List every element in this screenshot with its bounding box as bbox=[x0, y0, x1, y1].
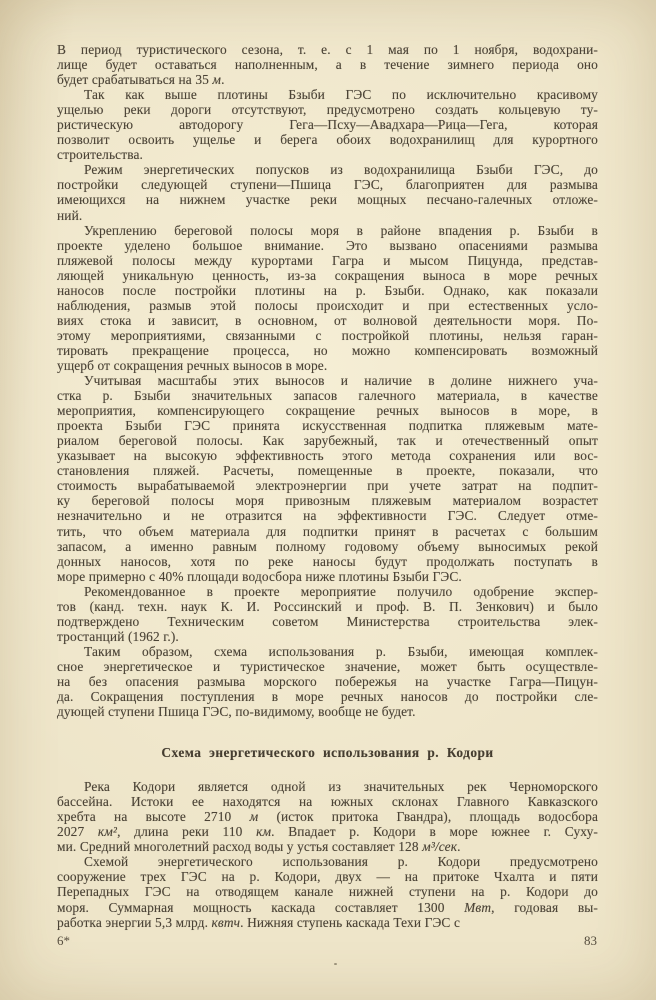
text-line: Так как выше плотины Бзыби ГЭС по исключительно красивому bbox=[84, 87, 598, 103]
text-line: работка энергии 5,3 млрд. квтч. Нижняя ступень каскада Техи ГЭС с bbox=[57, 914, 461, 930]
text-line: тов (канд. техн. наук К. И. Россинский и проф. В. П. Зенкович) и было bbox=[57, 598, 598, 614]
paper-speck bbox=[334, 963, 337, 965]
text-line: стка р. Бзыби значительных запасов галечного материала, в качестве bbox=[57, 388, 598, 404]
text-line: море примерно с 40% площади водосбора ниже плотины Бзыби ГЭС. bbox=[57, 568, 462, 584]
text-line: дующей ступени Пшица ГЭС, по-видимому, вообще не будет. bbox=[57, 704, 416, 720]
text-line: сооружение трех ГЭС на р. Кодори, двух — на притоке Чхалта и пяти bbox=[57, 869, 598, 885]
text-line: ний. bbox=[57, 207, 83, 223]
text-line: будет срабатываться на 35 м. bbox=[57, 72, 225, 88]
paragraph bbox=[57, 42, 598, 87]
text-line: ляющей уникальную ценность, из-за сокращения выноса в море речных bbox=[57, 267, 598, 283]
text-line: подтверждено Техническим советом Министерства строительства элек- bbox=[57, 613, 598, 629]
page-body bbox=[57, 42, 598, 930]
paragraph bbox=[57, 373, 598, 584]
paragraph bbox=[57, 584, 598, 644]
paragraph bbox=[57, 779, 598, 854]
text-line: строительства. bbox=[57, 147, 144, 163]
text-line: Река Кодори является одной из значительных рек Черноморского bbox=[84, 779, 598, 795]
text-line: ристическую автодорогу Гега—Псху—Авадхара—Рица—Гега, которая bbox=[57, 117, 598, 133]
text-line: Укреплению береговой полосы моря в районе впадения р. Бзыби в bbox=[84, 222, 598, 238]
text-line: Перепадных ГЭС на отводящем канале нижней ступени на р. Кодори до bbox=[57, 884, 598, 900]
text-line: мероприятия, компенсирующего сокращение речных выносов в море, в bbox=[57, 403, 598, 419]
section-heading: Схема энергетического использования р. Кодори bbox=[161, 745, 494, 761]
text-line: Учитывая масштабы этих выносов и наличие в долине нижнего уча- bbox=[84, 373, 598, 389]
text-line: имеющихся на нижнем участке реки мощных песчано-галечных отложе- bbox=[57, 192, 598, 208]
text-line: моря. Суммарная мощность каскада составляет 1300 Мвт, годовая вы- bbox=[57, 899, 598, 915]
text-line: стоимость вырабатываемой электроэнергии при учете затрат на подпит- bbox=[57, 478, 598, 494]
text-line: становления пляжей. Расчеты, помещенные в проекте, показали, что bbox=[57, 463, 598, 479]
text-line: этому мероприятиями, связанными с постройкой плотины, нельзя гаран- bbox=[57, 327, 598, 343]
text-line: бассейна. Истоки ее находятся на южных склонах Главного Кавказского bbox=[57, 794, 598, 810]
text-line: наносов после постройки плотины на р. Бзыби. Однако, как показали bbox=[57, 282, 598, 298]
text-line: Схемой энергетического использования р. Кодори предусмотрено bbox=[84, 854, 598, 870]
text-line: ку береговой полосы моря привозным пляжевым материалом возрастет bbox=[57, 493, 598, 509]
page-footer bbox=[57, 933, 597, 949]
text-line: указывает на высокую эффективность этого метода сохранения или вос- bbox=[57, 448, 598, 464]
text-line: виях стока и зависит, в основном, от волновой деятельности моря. По- bbox=[57, 312, 598, 328]
text-line: наблюдения, размыв этой полосы происходит и при естественных усло- bbox=[57, 297, 598, 313]
text-line: постройки следующей ступени—Пшица ГЭС, благоприятен для размыва bbox=[57, 177, 598, 193]
paragraph bbox=[57, 854, 598, 929]
text-line: 2027 км², длина реки 110 км. Впадает р. Кодори в море южнее г. Суху- bbox=[57, 824, 598, 840]
signature-mark: 6* bbox=[57, 933, 70, 948]
text-line: хребта на высоте 2710 м (исток притока Гвандра), площадь водосбора bbox=[57, 809, 599, 825]
text-line: донных наносов, хотя по реке наносы будут продолжать поступать в bbox=[57, 553, 598, 569]
page-number: 83 bbox=[584, 933, 597, 948]
text-line: проекта Бзыби ГЭС принята искусственная подпитка пляжевым мате- bbox=[57, 418, 598, 434]
paragraph bbox=[57, 644, 598, 719]
text-line: позволит освоить ущелье и берега обоих водохранилищ для курортного bbox=[57, 132, 598, 148]
text-line: ущелью реки дороги отсутствуют, предусмотрено создать кольцевую ту- bbox=[57, 102, 598, 118]
text-line: тить, что объем материала для подпитки принят в расчетах с большим bbox=[57, 523, 598, 539]
paragraph bbox=[57, 162, 598, 222]
text-line: ми. Средний многолетний расход воды у устья составляет 128 м³/сек. bbox=[57, 839, 461, 855]
text-line: незначительно и не отразится на эффективности ГЭС. Следует отме- bbox=[57, 508, 598, 524]
text-line: Таким образом, схема использования р. Бзыби, имеющая комплек- bbox=[84, 643, 598, 659]
text-line: В период туристического сезона, т. е. с 1 мая по 1 ноября, водохрани- bbox=[57, 42, 598, 57]
text-line: пляжевой полосы между курортами Гагра и мысом Пицунда, представ- bbox=[57, 252, 598, 268]
text-line: проекте уделено большое внимание. Это вызвано опасениями размыва bbox=[57, 237, 598, 253]
paragraph bbox=[57, 87, 598, 162]
text-line: сное энергетическое и туристическое значение, может быть осуществле- bbox=[57, 658, 598, 674]
text-line: Рекомендованное в проекте мероприятие получило одобрение экспер- bbox=[84, 583, 598, 599]
text-line: тростанций (1962 г.). bbox=[57, 628, 179, 644]
text-line: тировать прекращение процесса, но можно компенсировать возможный bbox=[57, 342, 598, 358]
paragraph bbox=[57, 223, 598, 373]
text-line: запасом, а именно равным полному годовому объему выносимых рекой bbox=[57, 538, 598, 554]
text-line: лище будет оставаться наполненным, а в течение зимнего периода оно bbox=[57, 57, 598, 73]
text-line: ущерб от сокращения речных выносов в море. bbox=[57, 357, 328, 373]
text-line: риалом береговой полосы. Как зарубежный, так и отечественный опыт bbox=[57, 433, 598, 449]
text-line: на без опасения размыва морского побережья на участке Гагра—Пицун- bbox=[57, 673, 598, 689]
text-line: да. Сокращения поступления в море речных наносов до постройки сле- bbox=[57, 689, 598, 705]
text-line: Режим энергетических попусков из водохранилища Бзыби ГЭС, до bbox=[84, 162, 598, 178]
